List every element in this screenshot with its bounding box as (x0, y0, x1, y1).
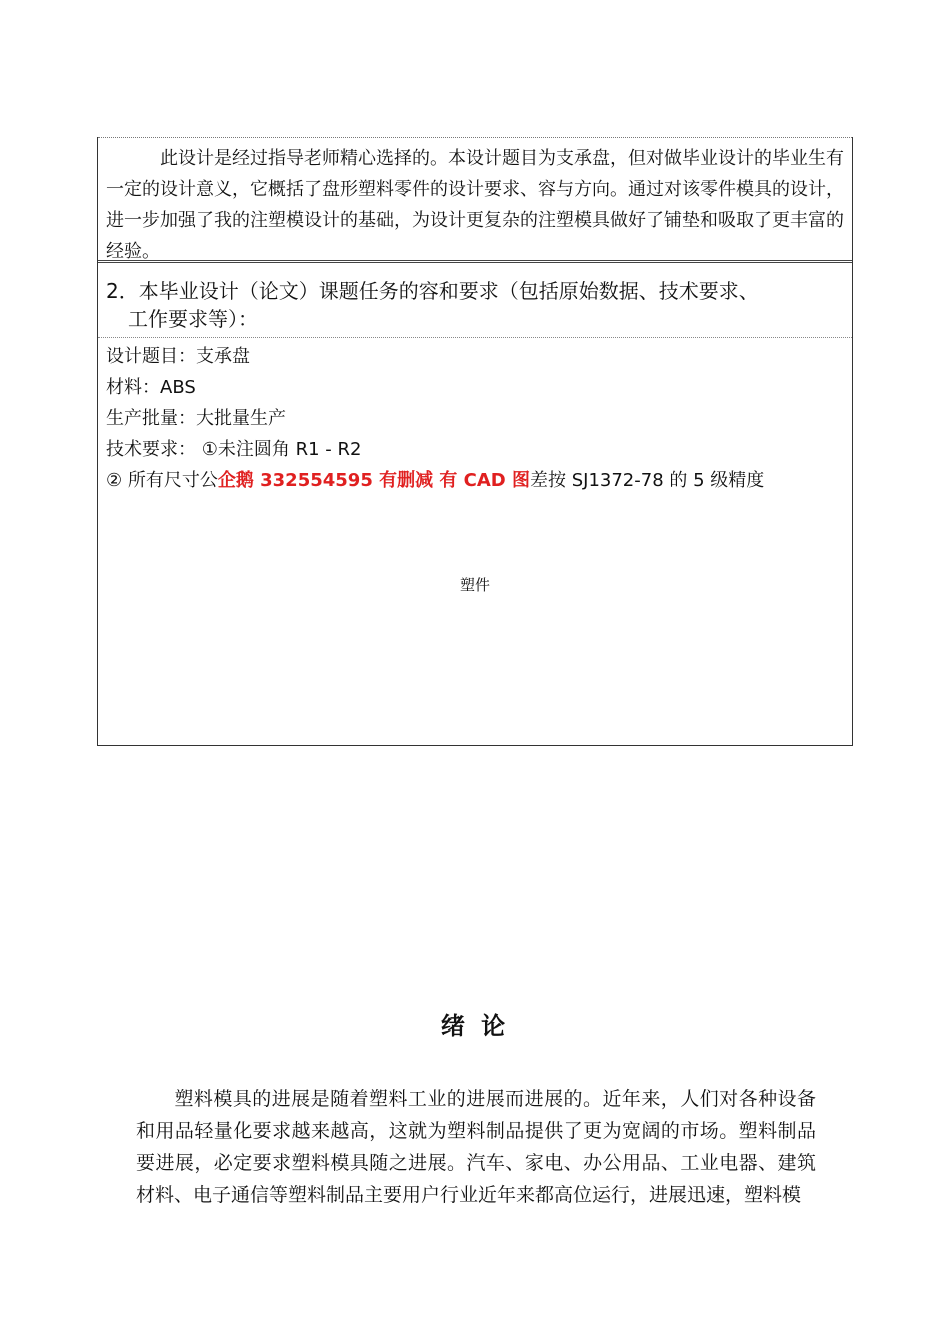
spec-tech-requirement: 技术要求： ①未注圆角 R1 - R2 (106, 439, 362, 460)
spec-topic: 设计题目：支承盘 (106, 346, 250, 367)
intro-paragraph: 此设计是经过指导老师精心选择的。本设计题目为支承盘，但对做毕业设计的毕业生有一定的设计意义，它概括了盘形塑料零件的设计要求、容与方向。通过对该零件模具的设计，进一步加强了我的注塑模设计的基础，为设计更复杂的注塑模具做好了铺垫和吸取了更丰富的经验。 (106, 148, 844, 262)
section-paragraph: 塑料模具的进展是随着塑料工业的进展而进展的。近年来，人们对各种设备和用品轻量化要求越来越高，这就为塑料制品提供了更为宽阔的市场。塑料制品要进展，必定要求塑料模具随之进展。汽车、家电、办公用品、工业电器、建筑材料、电子通信等塑料制品主要用户行业近年来都高位运行，进展迅速，塑料模 (136, 1088, 816, 1206)
table-row-intro (98, 137, 852, 261)
part-caption: 塑件 (459, 576, 490, 594)
spec-tolerance (106, 465, 844, 496)
dotted-divider (98, 337, 852, 338)
tolerance-prefix: ② 所有尺寸公 (106, 470, 218, 491)
tolerance-suffix: 差按 SJ1372-78 的 5 级精度 (530, 470, 765, 491)
spec-batch: 生产批量：大批量生产 (106, 408, 286, 429)
spec-list (106, 341, 844, 496)
row-divider (98, 260, 852, 263)
section2-heading (106, 277, 844, 333)
watermark-contact: 企鹅 332554595 有删减 有 CAD 图 (217, 470, 530, 491)
task-table (97, 137, 853, 746)
section2-heading-line1: 2．本毕业设计（论文）课题任务的容和要求（包括原始数据、技术要求、 (106, 279, 759, 303)
section2-heading-line2: 工作要求等）： (128, 307, 258, 331)
section-title: 绪 论 (440, 1012, 510, 1040)
spec-material: 材料：ABS (106, 377, 196, 398)
